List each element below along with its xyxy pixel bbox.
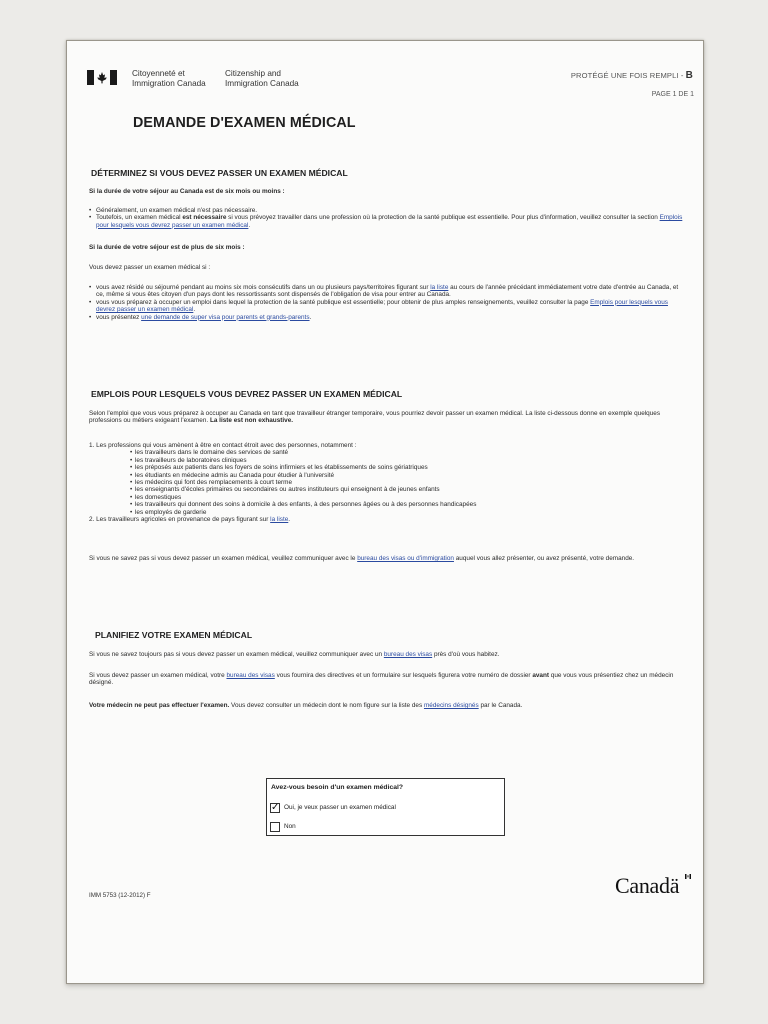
yes-checkbox-label: Oui, je veux passer un examen médical — [284, 804, 396, 811]
professions-list — [89, 449, 685, 516]
jobs-note: Si vous ne savez pas si vous devez passer un examen médical, veuillez communiquer avec le bureau des visas ou d'immigration auquel vous allez présenter, ou avez présenté, votre demande. — [89, 555, 635, 562]
no-checkbox[interactable] — [270, 822, 280, 832]
jobs-list — [89, 442, 685, 523]
long-stay-heading: Si la durée de votre séjour est de plus de six mois : — [89, 244, 245, 251]
profession-item: • les enseignants d'écoles primaires ou secondaires ou autres instituteurs qui enseignent à de jeunes enfants — [135, 486, 685, 493]
canada-wordmark-text: Canadä — [615, 873, 680, 898]
form-code: IMM 5753 (12-2012) F — [89, 892, 151, 899]
list-item: • Généralement, un examen médical n'est pas nécessaire. — [96, 207, 688, 214]
long-stay-intro: Vous devez passer un examen médical si : — [89, 264, 211, 271]
jobs-intro: Selon l'emploi que vous vous préparez à occuper au Canada en tant que travailleur étranger temporaire, vous pourriez devoir passer un examen médical. La liste ci-dessous donne en exemple quelques professions ou métiers exigeant l'examen. La liste est non exhaustive. — [89, 410, 661, 425]
plan-paragraph-1: Si vous ne savez toujours pas si vous devez passer un examen médical, veuillez communiquer avec un bureau des visas près d'où vous habitez. — [89, 651, 500, 658]
profession-item: • les médecins qui font des remplacements à court terme — [135, 479, 685, 486]
profession-item: • les préposés aux patients dans les foyers de soins infirmiers et les établissements de soins gériatriques — [135, 464, 685, 471]
list-item: • vous présentez une demande de super visa pour parents et grands-parents. — [96, 314, 688, 321]
profession-item: • les travailleurs qui donnent des soins à domicile à des enfants, à des personnes âgées ou à des personnes handicapées — [135, 501, 685, 508]
visa-office-link[interactable]: bureau des visas ou d'immigration — [357, 555, 454, 562]
visa-office-link[interactable]: bureau des visas — [226, 672, 275, 679]
profession-item: • les travailleurs de laboratoires cliniques — [135, 457, 685, 464]
profession-item: • les travailleurs dans le domaine des services de santé — [135, 449, 685, 456]
list-item: • Toutefois, un examen médical est nécessaire si vous prévoyez travailler dans une profession où la protection de la santé publique est essentielle. Pour plus d'information, veuillez consulter la section Emplois pour lesquels vous devrez passer un examen médical. — [96, 214, 688, 229]
short-stay-list — [89, 207, 688, 229]
plan-paragraph-2: Si vous devez passer un examen médical, votre bureau des visas vous fournira des directives et un formulaire sur lesquels figurera votre numéro de dossier avant que vous vous présentiez chez un médecin désigné. — [89, 672, 674, 687]
form-page — [66, 40, 704, 984]
wordmark-flag-icon — [685, 874, 691, 879]
long-stay-list — [89, 284, 688, 321]
canada-flag-icon — [87, 70, 117, 85]
jobs-requiring-exam-link[interactable]: Emplois pour lesquels vous devrez passer un examen médical — [96, 214, 683, 229]
section-heading-plan: PLANIFIEZ VOTRE EXAMEN MÉDICAL — [95, 630, 253, 640]
list-item: • vous avez résidé ou séjourné pendant au moins six mois consécutifs dans un ou plusieurs pays/territoires figurant sur la liste au cours de l'année précédant immédiatement votre date d'entrée au Canada, et ce, même si vous êtes citoyen d'un pays dont les ressortissants sont dispensés de l'obligation de visa pour entrer au Canada. — [96, 284, 688, 299]
profession-item: • les domestiques — [135, 494, 685, 501]
plan-paragraph-3: Votre médecin ne peut pas effectuer l'examen. Vous devez consulter un médecin dont le nom figure sur la liste des médecins désignés par le Canada. — [89, 702, 523, 709]
section-heading-determine: DÉTERMINEZ SI VOUS DEVEZ PASSER UN EXAMEN MÉDICAL — [91, 168, 348, 178]
yes-checkbox[interactable]: ✓ — [271, 802, 280, 813]
jobs-requiring-exam-link[interactable]: Emplois pour lesquels vous devrez passer un examen médical — [96, 298, 668, 314]
department-name-fr: Citoyenneté et Immigration Canada — [132, 69, 206, 88]
list-item: • vous vous préparez à occuper un emploi dans lequel la protection de la santé publique est essentielle; pour obtenir de plus amples renseignements, veuillez consulter la page Emplois pour lesquels vous devrez passer un examen médical. — [96, 299, 688, 314]
exam-question-box — [266, 778, 505, 836]
designated-doctors-link[interactable]: médecins désignés — [423, 702, 479, 709]
section-heading-jobs: EMPLOIS POUR LESQUELS VOUS DEVREZ PASSER UN EXAMEN MÉDICAL — [91, 389, 403, 399]
jobs-item-1: 1. Les professions qui vous amènent à être en contact étroit avec des personnes, notamment : — [89, 442, 357, 449]
department-name-en: Citizenship and Immigration Canada — [225, 69, 299, 88]
page-number: PAGE 1 DE 1 — [651, 91, 694, 98]
short-stay-heading: Si la durée de votre séjour au Canada est de six mois ou moins : — [89, 188, 285, 195]
profession-item: • les employés de garderie — [135, 509, 685, 516]
protected-level: B — [685, 70, 693, 81]
country-list-link[interactable]: la liste — [270, 516, 289, 524]
canada-wordmark — [615, 873, 679, 899]
super-visa-link[interactable]: une demande de super visa pour parents et grands-parents — [141, 313, 310, 321]
visa-office-link[interactable]: bureau des visas — [383, 651, 433, 658]
profession-item: • les étudiants en médecine admis au Canada pour étudier à l'université — [135, 472, 685, 479]
protected-label: PROTÉGÉ UNE FOIS REMPLI - B — [570, 70, 693, 81]
jobs-item-2: 2. Les travailleurs agricoles en provenance de pays figurant sur la liste. — [89, 516, 291, 524]
no-checkbox-label: Non — [284, 823, 296, 830]
exam-question: Avez-vous besoin d'un examen médical? — [271, 784, 404, 791]
country-list-link[interactable]: la liste — [430, 284, 449, 291]
form-title: DEMANDE D'EXAMEN MÉDICAL — [133, 115, 356, 131]
